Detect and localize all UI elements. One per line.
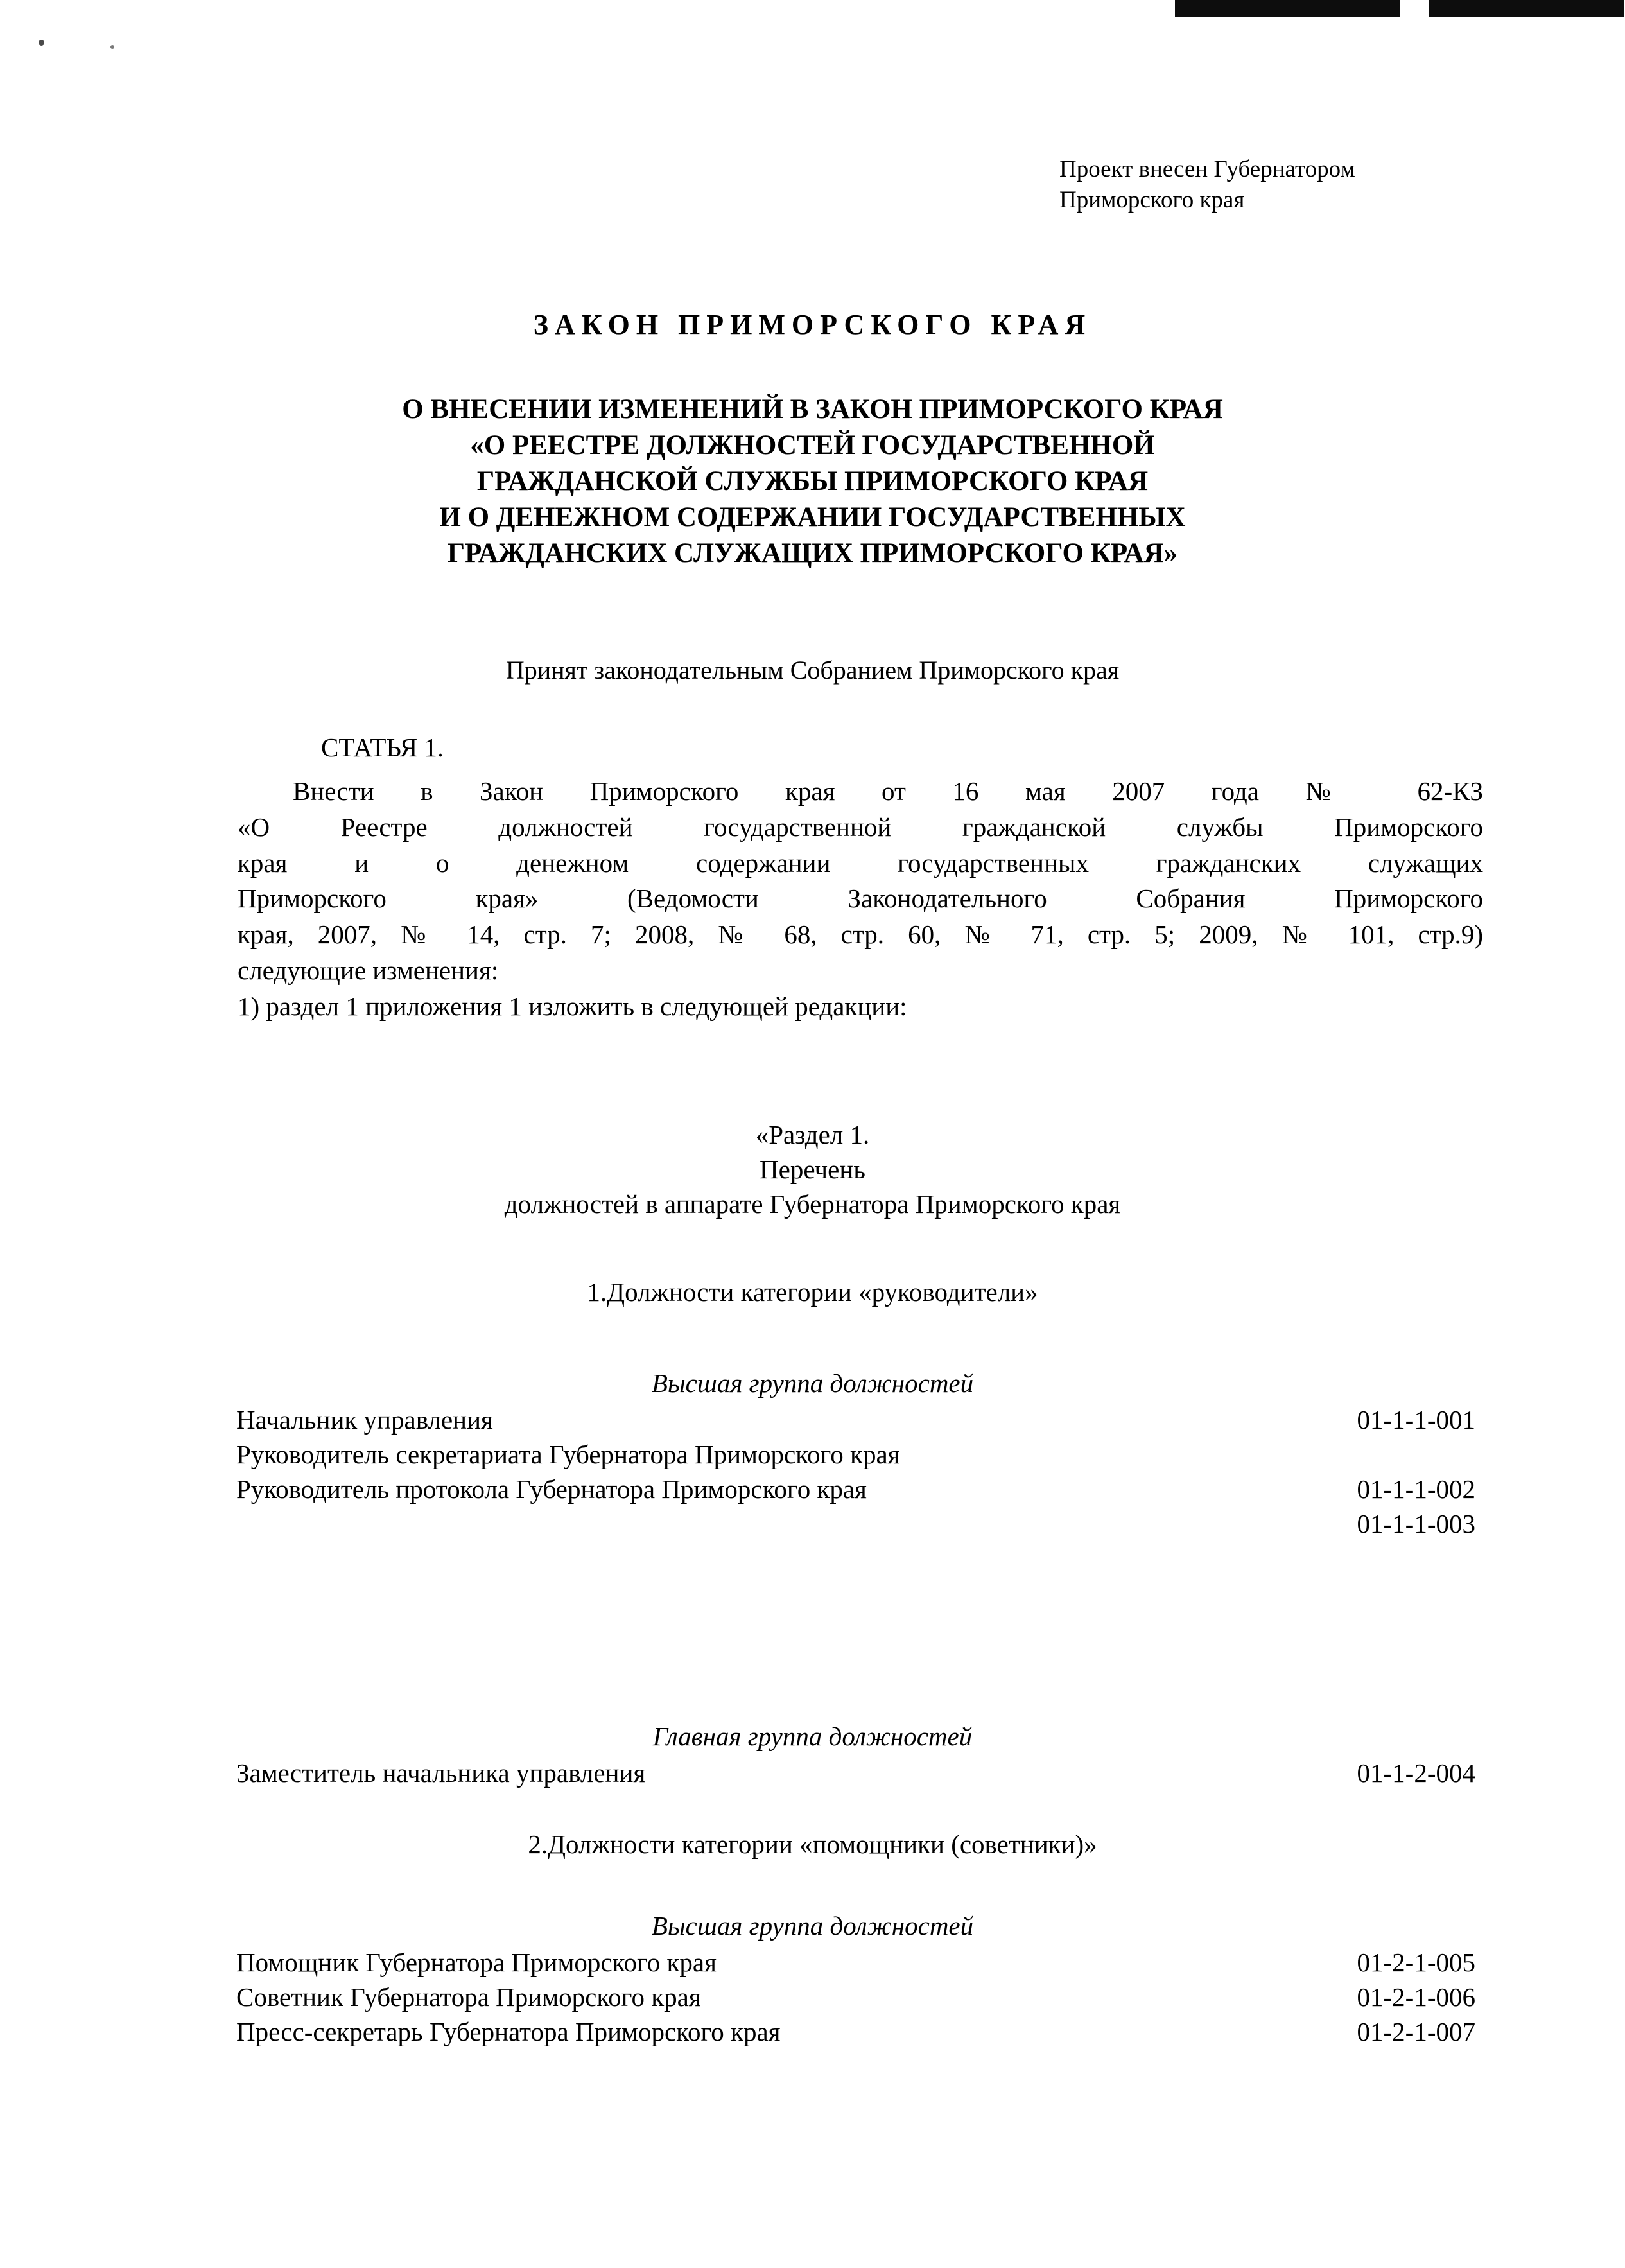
position-code: 01-1-1-003 xyxy=(1357,1509,1475,1539)
title-line-1: О ВНЕСЕНИИ ИЗМЕНЕНИЙ В ЗАКОН ПРИМОРСКОГО КРАЯ xyxy=(402,394,1223,424)
article-label: СТАТЬЯ 1. xyxy=(321,733,444,762)
position-code: 01-2-1-006 xyxy=(1357,1982,1475,2012)
list-item xyxy=(236,1403,1475,1438)
position-name: Заместитель начальника управления xyxy=(236,1758,646,1788)
title-line-5: ГРАЖДАНСКИХ СЛУЖАЩИХ ПРИМОРСКОГО КРАЯ» xyxy=(447,537,1178,568)
submitter-note xyxy=(1059,154,1509,216)
body-line-3: края и о денежном содержании государственных гражданских служащих xyxy=(238,848,1483,878)
body-line-1: Внести в Закон Приморского края от 16 мая 2007 года № 62-КЗ xyxy=(293,776,1483,806)
list-item xyxy=(236,2015,1475,2050)
position-list-group-1 xyxy=(236,1403,1475,1539)
position-code: 01-2-1-007 xyxy=(1357,2017,1475,2046)
position-code: 01-2-1-005 xyxy=(1357,1948,1475,1977)
article-body xyxy=(238,774,1483,1024)
category-2-heading: 2.Должности категории «помощники (советники)» xyxy=(528,1829,1097,1859)
scan-speck-icon xyxy=(39,40,44,46)
category-1-heading: 1.Должности категории «руководители» xyxy=(587,1277,1038,1307)
list-item xyxy=(236,1980,1475,2015)
position-code: 01-1-2-004 xyxy=(1357,1758,1475,1788)
body-line-2: «О Реестре должностей государственной гражданской службы Приморского xyxy=(238,812,1483,842)
position-code: 01-1-1-001 xyxy=(1357,1405,1475,1435)
razdel-line-1: «Раздел 1. xyxy=(755,1120,870,1149)
position-name: Руководитель протокола Губернатора Приморского края xyxy=(236,1474,867,1504)
list-item xyxy=(236,1756,1475,1791)
group-heading-highest-2: Высшая группа должностей xyxy=(651,1911,974,1941)
title-line-4: И О ДЕНЕЖНОМ СОДЕРЖАНИИ ГОСУДАРСТВЕННЫХ xyxy=(439,502,1186,532)
position-list-group-3 xyxy=(236,1946,1475,2050)
submitter-line-1: Проект внесен Губернатором xyxy=(1059,156,1355,182)
body-line-5: края, 2007, № 14, стр. 7; 2008, № 68, стр. 60, № 71, стр. 5; 2009, № 101, стр.9) xyxy=(238,920,1483,949)
group-heading-highest-1: Высшая группа должностей xyxy=(651,1368,974,1398)
adoption-statement: Принят законодательным Собранием Приморского края xyxy=(505,656,1120,685)
law-heading: ЗАКОН ПРИМОРСКОГО КРАЯ xyxy=(533,309,1092,340)
position-name: Пресс-секретарь Губернатора Приморского края xyxy=(236,2017,781,2046)
razdel-line-3: должностей в аппарате Губернатора Приморского края xyxy=(504,1189,1121,1219)
position-name: Помощник Губернатора Приморского края xyxy=(236,1948,717,1977)
scan-speck-icon xyxy=(110,45,114,49)
title-line-2: «О РЕЕСТРЕ ДОЛЖНОСТЕЙ ГОСУДАРСТВЕННОЙ xyxy=(470,430,1155,460)
list-item xyxy=(236,1946,1475,1980)
position-name: Советник Губернатора Приморского края xyxy=(236,1982,701,2012)
body-line-6: следующие изменения: xyxy=(238,955,499,985)
body-line-4: Приморского края» (Ведомости Законодательного Собрания Приморского xyxy=(238,884,1483,914)
razdel-line-2: Перечень xyxy=(760,1155,865,1185)
document-title xyxy=(0,392,1625,571)
razdel-heading xyxy=(0,1117,1625,1221)
body-amendment-item: 1) раздел 1 приложения 1 изложить в следующей редакции: xyxy=(238,991,907,1021)
group-heading-main: Главная группа должностей xyxy=(652,1722,973,1751)
position-name: Руководитель секретариата Губернатора Приморского края xyxy=(236,1440,900,1469)
scan-artifact-gap xyxy=(1400,0,1429,17)
list-item xyxy=(236,1472,1475,1539)
submitter-line-2: Приморского края xyxy=(1059,187,1245,214)
title-line-3: ГРАЖДАНСКОЙ СЛУЖБЫ ПРИМОРСКОГО КРАЯ xyxy=(476,466,1149,496)
position-list-group-2 xyxy=(236,1756,1475,1791)
position-name: Начальник управления xyxy=(236,1405,493,1435)
position-code: 01-1-1-002 xyxy=(1357,1474,1475,1504)
